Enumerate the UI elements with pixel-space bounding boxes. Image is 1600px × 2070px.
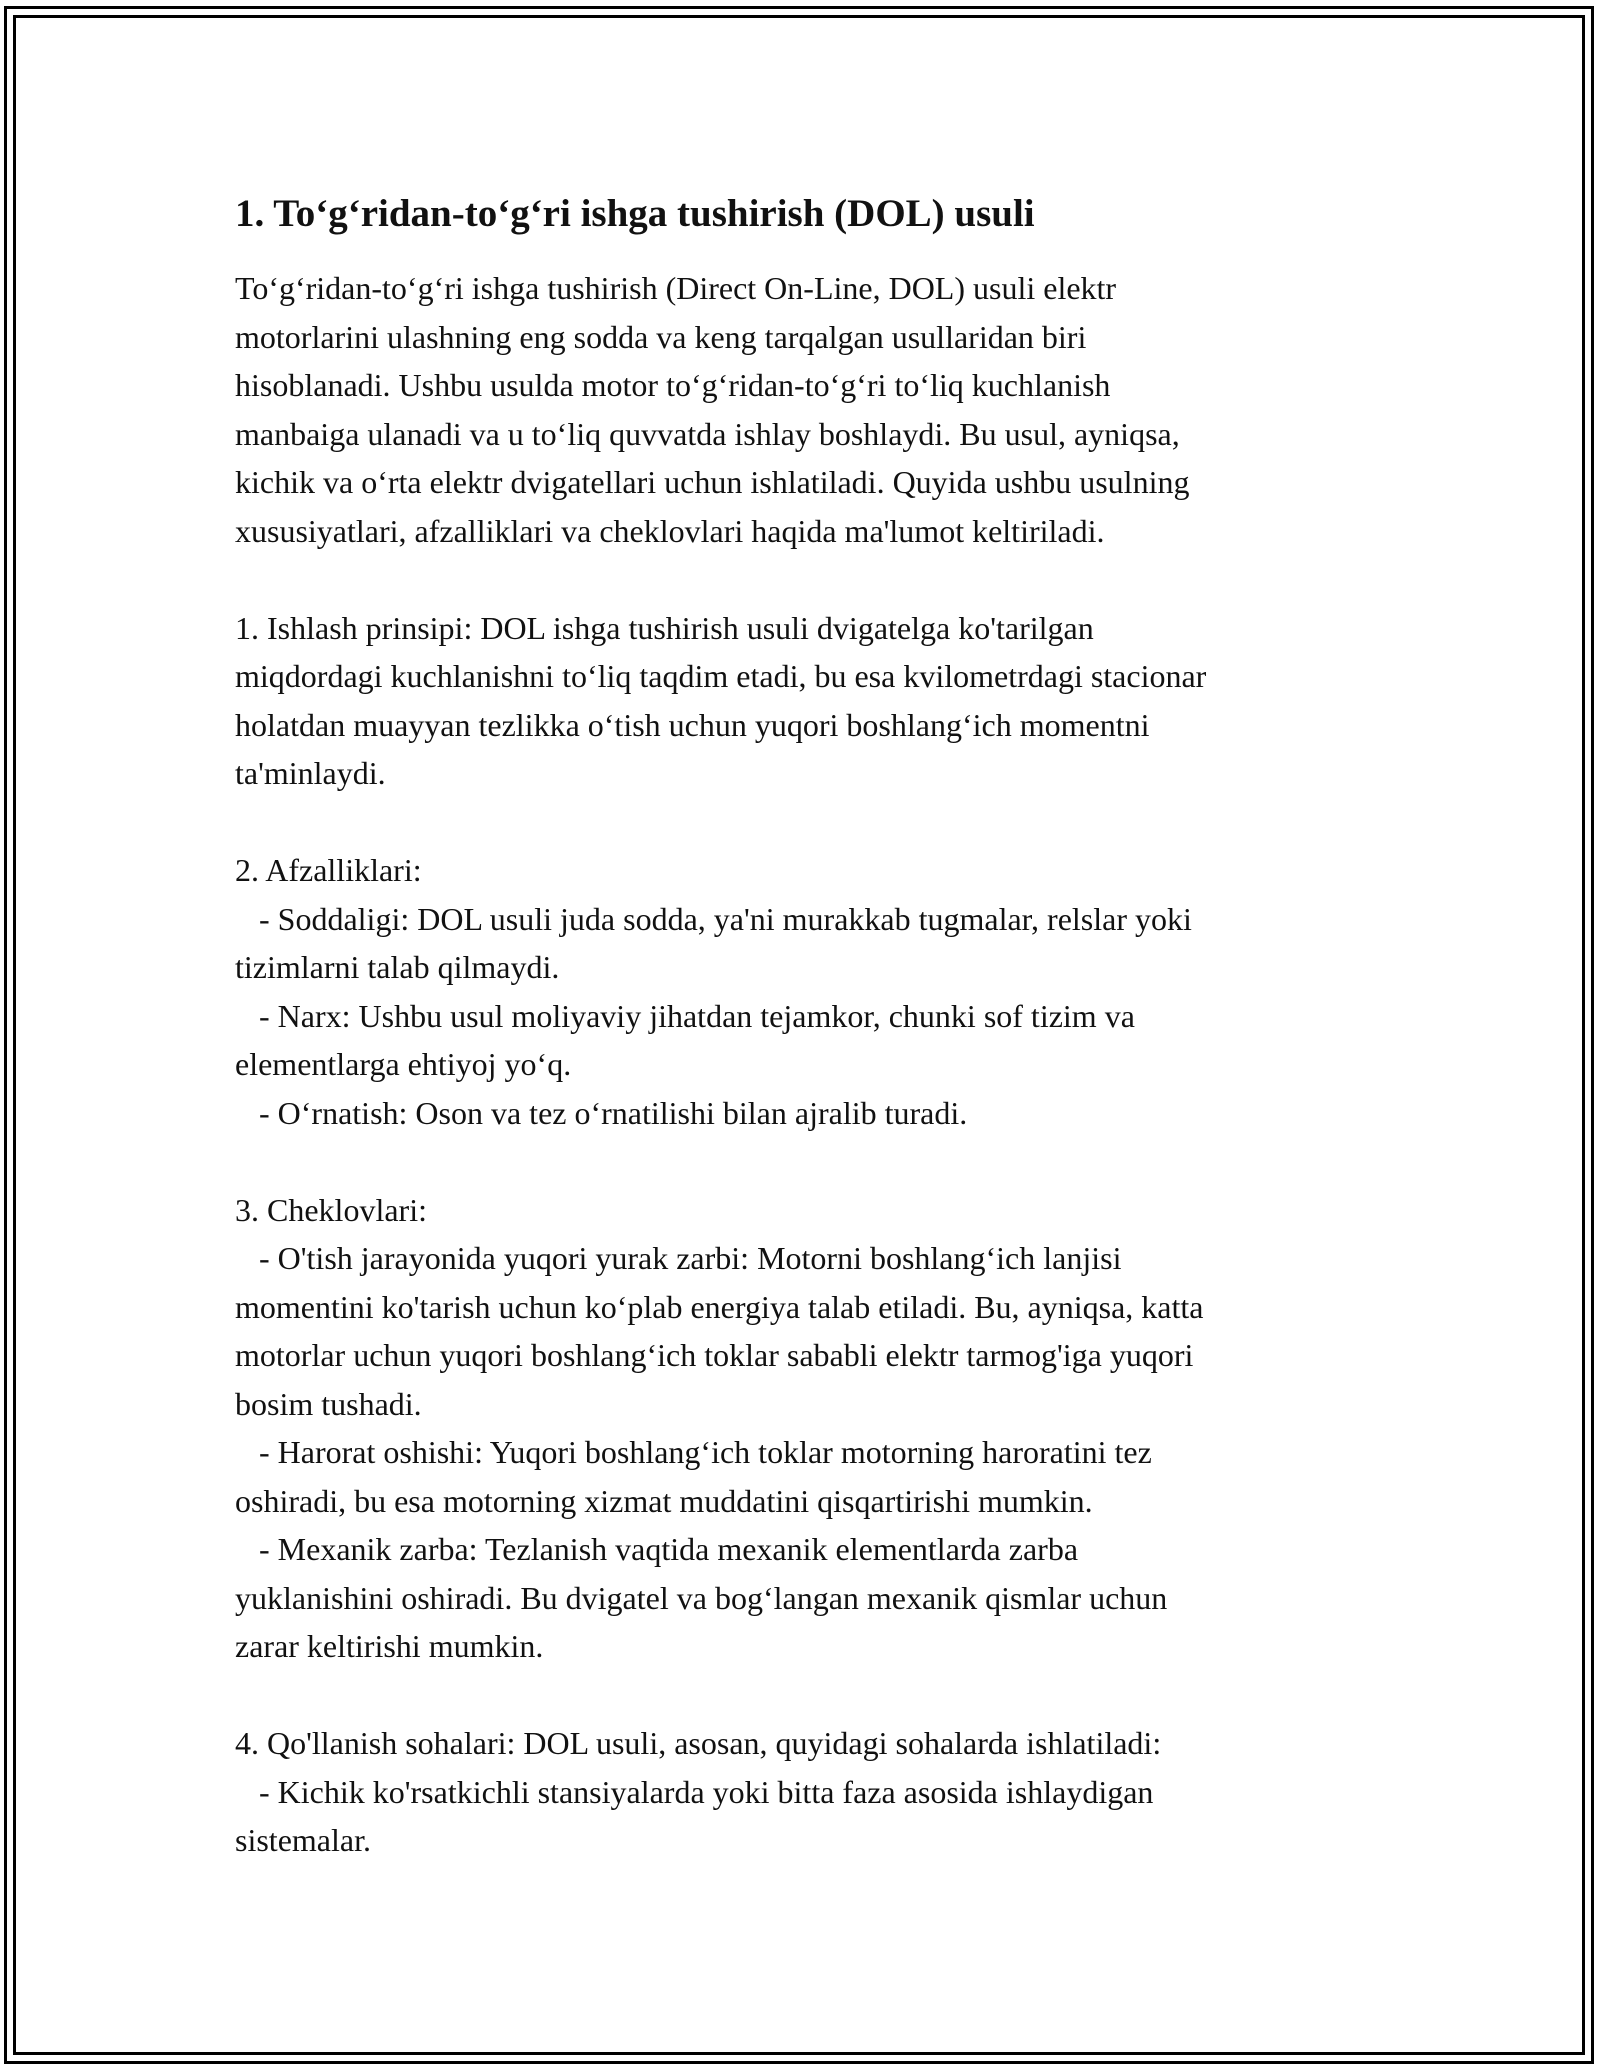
section-working-principle [235, 604, 1365, 798]
text-line: manbaiga ulanadi va u to‘liq quvvatda ishlay boshlaydi. Bu usul, ayniqsa, [235, 415, 1180, 452]
text-line: - Kichik ko'rsatkichli stansiyalarda yoki bitta faza asosida ishlaydigan [235, 1773, 1154, 1810]
paragraph-gap [235, 1671, 1365, 1720]
text-line: miqdordagi kuchlanishni to‘liq taqdim etadi, bu esa kvilometrdagi stacionar [235, 658, 1207, 694]
text-line: - Narx: Ushbu usul moliyaviy jihatdan tejamkor, chunki sof tizim va [235, 997, 1135, 1034]
intro-paragraph [235, 264, 1365, 555]
text-line: - Harorat oshishi: Yuqori boshlang‘ich toklar motorning haroratini tez [235, 1434, 1152, 1470]
section-applications [235, 1719, 1365, 1865]
text-line: 4. Qo'llanish sohalari: DOL usuli, asosan, quyidagi sohalarda ishlatiladi: [235, 1725, 1162, 1761]
text-line: kichik va o‘rta elektr dvigatellari uchun ishlatiladi. Quyida ushbu usulning [235, 464, 1190, 500]
text-line: hisoblanadi. Ushbu usulda motor to‘g‘ridan-to‘g‘ri to‘liq kuchlanish [235, 367, 1111, 403]
text-line: motorlar uchun yuqori boshlang‘ich toklar sababli elektr tarmog'iga yuqori [235, 1337, 1194, 1373]
text-line: - O‘rnatish: Oson va tez o‘rnatilishi bilan ajralib turadi. [235, 1094, 968, 1131]
text-line: holatdan muayyan tezlikka o‘tish uchun yuqori boshlang‘ich momentni [235, 706, 1150, 743]
text-line: elementlarga ehtiyoj yo‘q. [235, 1046, 572, 1082]
text-line: 2. Afzalliklari: [235, 852, 422, 888]
text-line: 1. Ishlash prinsipi: DOL ishga tushirish usuli dvigatelga ko'tarilgan [235, 609, 1094, 646]
text-line: oshiradi, bu esa motorning xizmat muddatini qisqartirishi mumkin. [235, 1482, 1093, 1519]
paragraph-gap [235, 798, 1365, 847]
text-line: - Soddaligi: DOL usuli juda sodda, ya'ni murakkab tugmalar, relslar yoki [235, 900, 1192, 937]
document-body [235, 186, 1365, 1865]
text-line: zarar keltirishi mumkin. [235, 1628, 544, 1664]
text-line: tizimlarni talab qilmaydi. [235, 949, 560, 985]
text-line: xususiyatlari, afzalliklari va cheklovlari haqida ma'lumot keltiriladi. [235, 512, 1105, 549]
paragraph-gap [235, 555, 1365, 604]
text-line: yuklanishini oshiradi. Bu dvigatel va bog‘langan mexanik qismlar uchun [235, 1579, 1168, 1616]
paragraph-gap [235, 1137, 1365, 1186]
text-line: momentini ko'tarish uchun ko‘plab energiya talab etiladi. Bu, ayniqsa, katta [235, 1288, 1204, 1325]
text-line: bosim tushadi. [235, 1385, 422, 1422]
text-line: - O'tish jarayonida yuqori yurak zarbi: Motorni boshlang‘ich lanjisi [235, 1240, 1122, 1276]
document-title: 1. To‘g‘ridan-to‘g‘ri ishga tushirish (DOL) usuli [235, 192, 1035, 235]
text-line: - Mexanik zarba: Tezlanish vaqtida mexanik elementlarda zarba [235, 1531, 1079, 1567]
text-line: motorlarini ulashning eng sodda va keng tarqalgan usullaridan biri [235, 318, 1087, 355]
text-line: 3. Cheklovlari: [235, 1191, 427, 1228]
section-limitations [235, 1186, 1365, 1671]
text-line: ta'minlaydi. [235, 755, 386, 791]
text-line: To‘g‘ridan-to‘g‘ri ishga tushirish (Direct On-Line, DOL) usuli elektr [235, 270, 1117, 306]
text-line: sistemalar. [235, 1822, 371, 1858]
section-advantages [235, 846, 1365, 1137]
